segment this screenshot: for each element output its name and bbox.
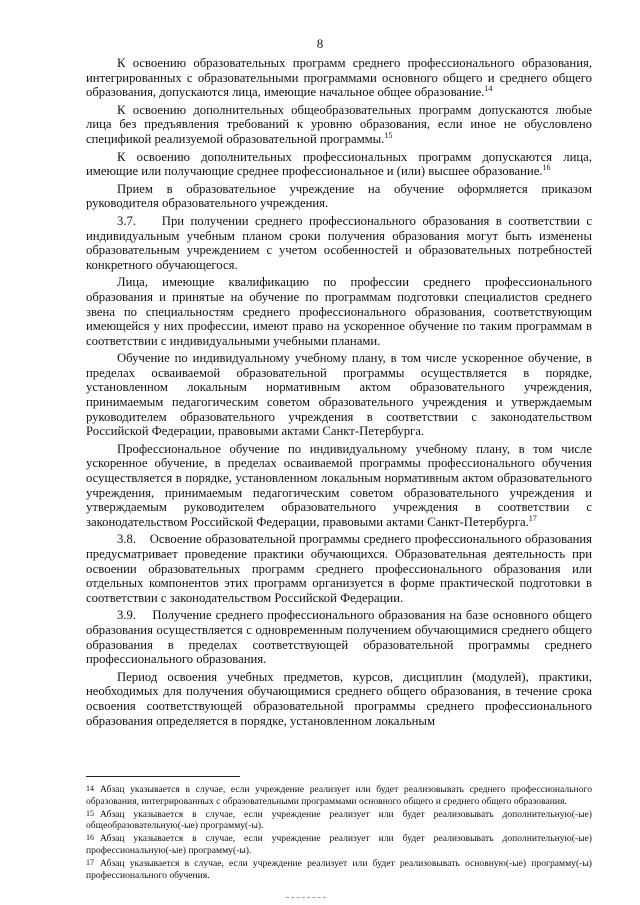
document-body bbox=[86, 56, 592, 728]
footnote-reference[interactable]: 14 bbox=[484, 83, 493, 93]
paragraph-text: К освоению образовательных программ среднего профессионального образования, интегрированных с образовательными программами основного общего и среднего общего образования, допускаются лица, имеющие начальное общее образование. bbox=[86, 56, 592, 100]
paragraph bbox=[86, 275, 592, 348]
paragraph bbox=[86, 532, 592, 605]
footnote bbox=[86, 784, 592, 808]
paragraph bbox=[86, 608, 592, 666]
paragraph-text: Лица, имеющие квалификацию по профессии среднего профессионального образования и принятые на обучение по программам подготовки специалистов среднего звена по специальностям среднего профессионального образования, соответствующим имеющейся у них профессии, имеют право на ускоренное обучение по таким программам в соответствии с индивидуальными учебными планами. bbox=[86, 275, 592, 348]
paragraph bbox=[86, 670, 592, 728]
footnote-text: Абзац указывается в случае, если учреждение реализует или будет реализовывать дополнительную(-ые) общеобразовательную(-ые) программу(-ы). bbox=[86, 808, 592, 832]
paragraph bbox=[86, 103, 592, 147]
footnotes bbox=[86, 784, 592, 882]
paragraph-text: К освоению дополнительных общеобразовательных программ допускаются любые лица без предъявления требований к уровню образования, если иное не обусловлено спецификой реализуемой образовательной программы. bbox=[86, 102, 592, 146]
paragraph-text: К освоению дополнительных профессиональных программ допускаются лица, имеющие или получающие среднее профессиональное и (или) высшее образование. bbox=[86, 149, 592, 179]
footnote-number: 17 bbox=[86, 857, 94, 867]
paragraph-text: Период освоения учебных предметов, курсов, дисциплин (модулей), практики, необходимых для получения обучающимися среднего общего образования, в течение срока освоения соответствующей образовательной программы среднего профессионального образования определяется в порядке, установленном локальным bbox=[86, 669, 592, 728]
footnote bbox=[86, 833, 592, 857]
paragraph bbox=[86, 56, 592, 100]
footnote-number: 15 bbox=[86, 808, 94, 818]
scan-artifact bbox=[286, 897, 326, 898]
footnote-text: Абзац указывается в случае, если учреждение реализует или будет реализовывать основную(-ые) программу(-ы) профессионального обучения. bbox=[86, 857, 592, 881]
footnote-number: 16 bbox=[86, 833, 94, 843]
footnote bbox=[86, 858, 592, 882]
footnote-reference[interactable]: 17 bbox=[528, 513, 537, 523]
footnote-separator bbox=[86, 776, 240, 777]
paragraph-text: Обучение по индивидуальному учебному плану, в том числе ускоренное обучение, в пределах осваиваемой образовательной программы осуществляется в порядке, установленном локальным нормативным актом образовательного учреждения, принимаемым педагогическим советом образовательного учреждения и утверждаемым руководителем образовательного учреждения в соответствии с законодательством Российской Федерации, правовыми актами Санкт-Петербурга. bbox=[86, 351, 592, 439]
footnote-reference[interactable]: 16 bbox=[542, 162, 551, 172]
page-number: 8 bbox=[316, 36, 324, 51]
paragraph bbox=[86, 351, 592, 439]
paragraph bbox=[86, 442, 592, 530]
paragraph-text: Профессиональное обучение по индивидуальному учебному плану, в том числе ускоренное обучение, в пределах осваиваемой программы профессионального обучения осуществляется в порядке, установленном локальным нормативным актом образовательного учреждения, принимаемым педагогическим советом образовательного учреждения и утверждаемым руководителем образовательного учреждения в соответствии с законодательством Российской Федерации, правовыми актами Санкт-Петербурга. bbox=[86, 441, 592, 529]
paragraph-text: 3.9. Получение среднего профессионального образования на базе основного общего образования осуществляется с одновременным получением обучающимися среднего общего образования в пределах соответствующей образовательной программы среднего профессионального образования. bbox=[86, 608, 592, 667]
paragraph-text: Прием в образовательное учреждение на обучение оформляется приказом руководителя образовательного учреждения. bbox=[86, 181, 592, 211]
paragraph bbox=[86, 214, 592, 272]
footnote bbox=[86, 809, 592, 833]
footnote-text: Абзац указывается в случае, если учреждение реализует или будет реализовывать дополнительную(-ые) профессиональную(-ые) программу(-ы). bbox=[86, 833, 592, 856]
paragraph-text: 3.8. Освоение образовательной программы среднего профессионального образования предусматривает проведение практики обучающихся. Образовательная деятельность при освоении образовательных программ среднего профессионального образования или отдельных компонентов этих программ организуется в форме практической подготовки в соответствии с законодательством Российской Федерации. bbox=[86, 532, 592, 605]
footnote-text: Абзац указывается в случае, если учреждение реализует или будет реализовывать среднего профессионального образования, интегрированных с образовательными программами основного общего и среднего общего образования. bbox=[86, 784, 592, 807]
paragraph-text: 3.7. При получении среднего профессионального образования в соответствии с индивидуальным учебным планом сроки получения образования могут быть изменены образовательным учреждением с учетом особенностей и образовательных потребностей конкретного обучающегося. bbox=[86, 213, 592, 272]
paragraph bbox=[86, 150, 592, 179]
footnote-reference[interactable]: 15 bbox=[384, 130, 393, 140]
paragraph bbox=[86, 182, 592, 211]
footnote-number: 14 bbox=[86, 784, 94, 793]
